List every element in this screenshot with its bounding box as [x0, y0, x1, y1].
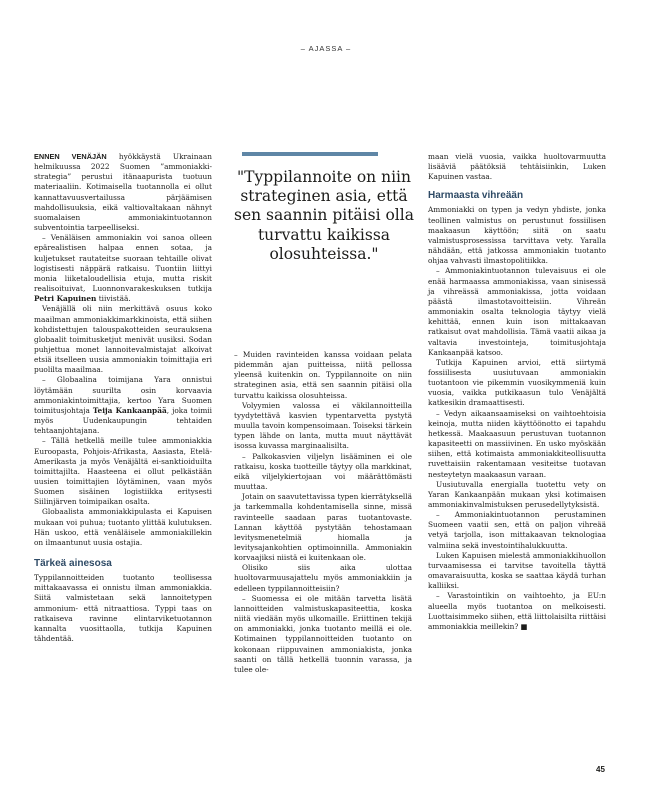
article-column-1 [34, 152, 212, 644]
article-column-3 [428, 152, 606, 632]
paragraph: – Suomessa ei ole mitään tarvetta lisätä lannoitteiden valmistuskapasiteettia, koska niitä viedään myös ulkomaille. Eriittinen tekijä on ammoniakki, jonka tuotanto meillä ei ole. Kotimainen typpilannoitteiden tuotanto on kokonaan riippuvainen ammoniakista, jonka saanti on tällä hetkellä tuonnin varassa, ja tulee ole- [234, 593, 412, 674]
paragraph: – Tällä hetkellä meille tulee ammoniakkia Euroopasta, Pohjois-Afrikasta, Aasiasta, Etelä-Amerikasta ja myös Venäjältä ei-sanktioiduilta toimittajilta. Haasteena ei ollut pelkästään uusien toimittajien löytäminen, vaan myös Suomen sisäinen logistiikka eritysesti Siilinjärven toimipaikan osalta. [34, 436, 212, 507]
lead-in: ENNEN VENÄJÄN [34, 152, 107, 161]
person-name: Petri Kapuinen [34, 294, 97, 304]
paragraph: Ammoniakki on typen ja vedyn yhdiste, jonka teollinen valmistus on perustunut fossiilisen maakaasun käyttöön; siitä on saatu valmistusprosessissa tarvittava vety. Yaralla nähdään, että jatkossa ammoniakin tuotanto ohjaa vahvasti ilmastopolitiikka. [428, 205, 606, 266]
paragraph: – Ammoniakintuotannon perustaminen Suomeen vaatii sen, että on paljon vihreää vetyä tarjolla, ison mittakaavan teknologiaa valmiina sekä investointihalukkuutta. [428, 510, 606, 550]
paragraph: maan vielä vuosia, vaikka huoltovarmuutta lisääviä päätöksiä tehtäisiinkin, Luken Kapuinen vastaa. [428, 152, 606, 182]
subheading: Harmaasta vihreään [428, 190, 524, 202]
paragraph-text: hyökkäystä Ukrainaan helmikuussa 2022 Suomen ”ammoniakki-strategia” perustui itänaapurista tuotuun materiaaliin. Kotimaisella tuotannolla ei ollut kannattavuusvertailussa pärjäämisen mahdollisuuksia, eikä valtiovaltakaan nähnyt suomalaisen ammoniakintuotannon subventointia tarpeelliseksi. [34, 152, 212, 233]
paragraph-text: tiivistää. [96, 294, 131, 304]
paragraph: Volyymien valossa ei väkilannoitteilla tyydytettävä kasvien typentarvetta pystytä muulla tavoin kompensoimaan. Toiseksi tärkein typen lähde on lanta, mutta muut näyttävät isossa kuvassa marginaalisilta. [234, 400, 412, 451]
lead-paragraph [34, 152, 212, 233]
paragraph: Jotain on saavutettavissa typen kierrätyksellä ja tarkemmalla kohdentamisella sinne, missä ravinteelle saadaan paras tuotantovaste. Lannan käyttöä pystytään tehostamaan levitysmenetelmiä hiomalla ja levitysajankohtien optimoinnilla. Ammoniakin korvaajiksi niistä ei kuitenkaan ole. [234, 492, 412, 563]
paragraph [34, 375, 212, 436]
paragraph-text: – Venäläisen ammoniakin voi sanoa olleen epärealistisen halpaa ennen sotaa, ja kuljetukset rautateitse suoraan tehtaille olivat logistisesti näppärä ratkaisu. Tuontiin liittyi monia liiketaloudellisia etuja, mutta riskit realisoituivat, Luonnonvarakeskuksen tutkija [34, 233, 212, 294]
section-label: – AJASSA – [300, 44, 352, 53]
paragraph: Olisiko siis aika ulottaa huoltovarmuusajattelu myös ammoniakkiin ja edelleen typpilannoitteisiin? [234, 563, 412, 593]
paragraph: – Muiden ravinteiden kanssa voidaan pelata pidemmän ajan puitteissa, niitä pellossa yleensä kuitenkin on. Typpilannoite on niin strateginen asia, että sen saannin pitäisi olla turvattu kaikissa olosuhteissa. [234, 350, 412, 400]
paragraph: Tutkija Kapuinen arvioi, että siirtymä fossiilisesta uusiutuvaan ammoniakin tuotantoon vie pikemmin vuosikymmeniä kuin vuosia, vaikka putkikaasun tulo Venäjältä katkesikin dramaattisesti. [428, 357, 606, 408]
paragraph-text: , joka toimii myös Uudenkaupungin tehtaiden tehtaanjohtajana. [34, 405, 212, 436]
pull-quote [234, 152, 414, 264]
paragraph: Typpilannoitteiden tuotanto teollisessa mittakaavassa ei onnistu ilman ammoniakkia. Siitä valmistetaan sekä lannoitetypen ammonium- että nitraattiosa. Typpi taas on ratkaiseva ravinne elintarviketuotannon kannalta vuosittaolla, tutkija Kapuinen tähdentää. [34, 573, 212, 644]
paragraph: Uusiutuvalla energialla tuotettu vety on Yaran Kankaanpään mukaan yksi kotimaisen ammoniakinvalmistuksen perusedellytyksistä. [428, 479, 606, 509]
subheading: Tärkeä ainesosa [34, 558, 112, 570]
page-number: 45 [596, 765, 605, 774]
article-column-2 [234, 350, 412, 675]
paragraph: Venäjällä oli niin merkittävä osuus koko maailman ammoniakkimarkkinoista, että siihen kohdistettujen talouspakotteiden seurauksena globaalit toimitusketjut menivät uusiksi. Sodan puhjettua monet lannoitevalmistajat alkoivat etsiä itselleen uusia ammoniakin toimittajia eri puolilta maailmaa. [34, 304, 212, 375]
paragraph: – Palkokasvien viljelyn lisääminen ei ole ratkaisu, koska tuotteille täytyy olla markkinat, eikä viljelykiertojaan voi määrättömästi muuttaa. [234, 451, 412, 492]
pull-quote-rule [242, 152, 378, 156]
paragraph: – Ammoniakintuotannon tulevaisuus ei ole enää harmaassa ammoniakissa, vaan sinisessä ja vihreässä ammoniakissa, jotta voidaan päästä ilmastotavoitteisiin. Vihreän ammoniakin osalta teknologia täytyy vielä kehittää, ennen kuin ison mittakaavan ratkaisut ovat mahdollisia. Tämä vaatii aikaa ja valtavia investointeja, toimitusjohtaja Kankaanpää katsoo. [428, 266, 606, 357]
paragraph: Luken Kapuisen mielestä ammoniakkihuollon turvaamisessa ei tarvitse tavoitella täyttä omavaraisuutta, koska se saattaa käydä turhan kalliiksi. [428, 550, 606, 591]
paragraph-text: – Globaalina toimijana Yara onnistui löytämään suurilta osin korvaavia ammoniakintoimittajia, kertoo Yara Suomen toimitusjohtaja [34, 375, 212, 415]
pull-quote-text: "Typpilannoite on niin strateginen asia, että sen saannin pitäisi olla turvattu kaikissa olosuhteissa." [234, 168, 414, 263]
paragraph: Globaalista ammoniakkipulasta ei Kapuisen mukaan voi puhua; tuotanto ylittää kulutuksen. Hän uskoo, että venäläisele ammoniakillekin on ilmaantunut uusia ostajia. [34, 507, 212, 547]
paragraph [34, 233, 212, 304]
paragraph: – Varastointikin on vaihtoehto, ja EU:n alueella myös tuotantoa on melkoisesti. Luottaisimmeko siihen, että liittolaisilta riittäisi ammoniakkia meillekin? ■ [428, 591, 606, 631]
paragraph: – Vedyn aikaansaamiseksi on vaihtoehtoisia keinoja, mutta niiden käyttöönotto ei tapahdu hetkessä. Maakaasuun perustuvan tuotannon kapasiteetti on massiivinen. En usko myöskään siihen, että kotimaista ammoniakkiteollisuutta ruvettaisiin rakentamaan vesiteitse tuotavan nesteytetyn maakaasun varaan. [428, 408, 606, 479]
person-name: Teija Kankaanpää [92, 405, 167, 415]
